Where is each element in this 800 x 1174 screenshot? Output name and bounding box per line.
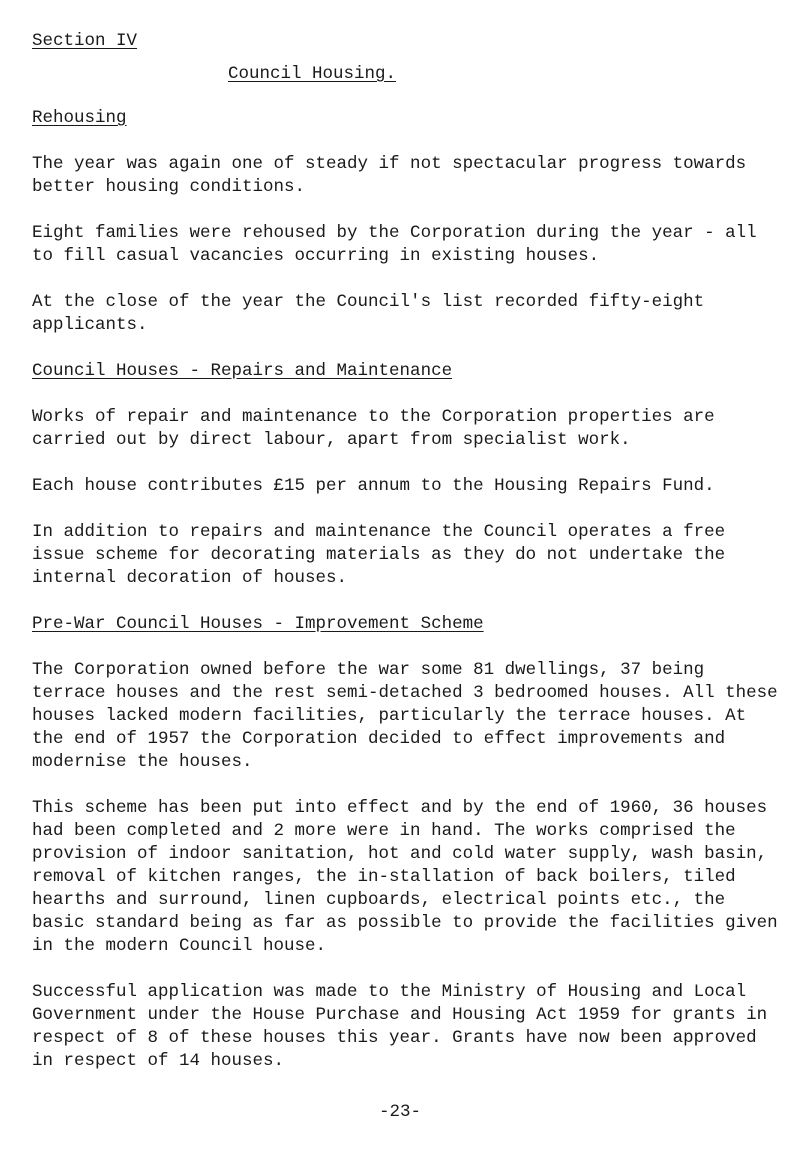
paragraph: Successful application was made to the Ministry of Housing and Local Government under the House Purchase and Housing Act 1959 for grants in respect of 8 of these houses this year. Grants have now been approved in respect of 14 houses. [32,982,768,1071]
paragraph: The Corporation owned before the war some 81 dwellings, 37 being terrace houses and the rest semi-detached 3 bedroomed houses. All these houses lacked modern facilities, particularly the terrace houses. At the end of 1957 the Corporation decided to effect improvements and modernise the houses. [32,660,778,772]
document-page [32,30,782,1073]
paragraph: At the close of the year the Council's list recorded fifty-eight applicants. [32,292,705,335]
paragraph: Each house contributes £15 per annum to the Housing Repairs Fund. [32,476,715,496]
section-label: Section IV [32,31,138,51]
paragraph: Eight families were rehoused by the Corporation during the year - all to fill casual vacancies occurring in existing houses. [32,223,757,266]
paragraph: This scheme has been put into effect and by the end of 1960, 36 houses had been completed and 2 more were in hand. The works comprised the provision of indoor sanitation, hot and cold water supply, wash basin, removal of kitchen ranges, the in-stallation of back boilers, tiled hearths and surround, linen cupboards, electrical points etc., the basic standard being as far as possible to provide the facilities given in the modern Council house. [32,798,778,956]
heading-improvement: Pre-War Council Houses - Improvement Scheme [32,614,484,634]
paragraph: The year was again one of steady if not spectacular progress towards better housing conditions. [32,154,747,197]
heading-repairs: Council Houses - Repairs and Maintenance [32,361,453,381]
paragraph: Works of repair and maintenance to the Corporation properties are carried out by direct labour, apart from specialist work. [32,407,715,450]
heading-rehousing: Rehousing [32,108,127,128]
page-number: -23- [378,1102,421,1122]
page-title: Council Housing. [228,64,397,84]
paragraph: In addition to repairs and maintenance the Council operates a free issue scheme for decorating materials as they do not undertake the internal decoration of houses. [32,522,726,588]
